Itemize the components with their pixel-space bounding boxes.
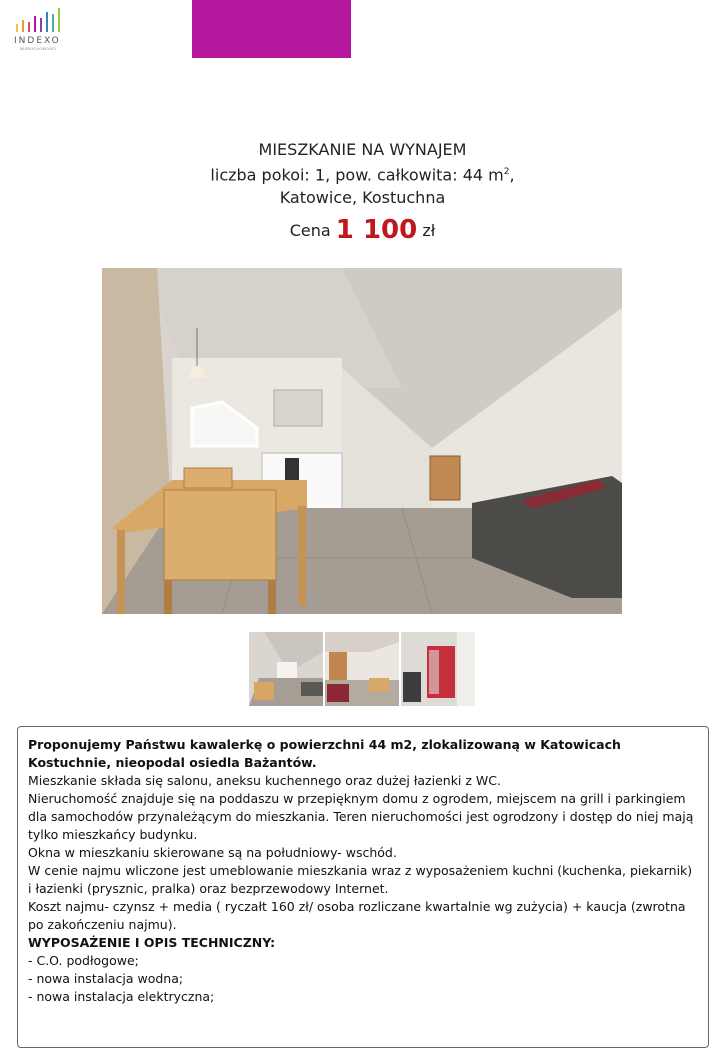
logo-bar (52, 14, 54, 32)
listing-location: Katowice, Kostuchna (279, 188, 446, 208)
equipment-item: - nowa instalacja elektryczna; (28, 989, 215, 1004)
description-paragraph: Nieruchomość znajduje się na poddaszu w przepięknym domu z ogrodem, miejscem na grill i parkingiem dla samochodów przynależącym do mieszkania. Teren nieruchomości jest ogrodzony i dostęp do niej mają tylko mieszkańcy budynku. (28, 791, 694, 842)
description-paragraph: Koszt najmu- czynsz + media ( ryczałt 160 zł/ osoba rozliczane kwartalnie wg zużycia) + kaucja (zwrotna po zakończeniu najmu). (28, 899, 686, 932)
logo-bars-icon (14, 8, 74, 38)
indexo-logo (14, 8, 74, 52)
description-paragraph: Okna w mieszkaniu skierowane są na południowy- wschód. (28, 845, 397, 860)
description-paragraph: Mieszkanie składa się salonu, aneksu kuchennego oraz dużej łazienki z WC. (28, 773, 501, 788)
listing-title: MIESZKANIE NA WYNAJEM (258, 140, 467, 159)
logo-bar (58, 8, 60, 32)
area-unit-superscript: 2 (503, 167, 510, 177)
listing-header (0, 138, 725, 245)
logo-tagline: NIERUCHOMOŚCI (20, 47, 57, 51)
logo-text: INDEXO (14, 36, 61, 46)
description-intro: Proponujemy Państwu kawalerkę o powierzchni 44 m2, zlokalizowaną w Katowicach Kostuchnie, nieopodal osiedla Bażantów. (28, 737, 621, 770)
logo-bar (16, 24, 18, 32)
thumbnail-3[interactable] (401, 632, 475, 706)
logo-bar (40, 18, 42, 32)
room-thumbnail-icon (249, 632, 323, 706)
equipment-item: - nowa instalacja wodna; (28, 971, 184, 986)
logo-bar (28, 22, 30, 32)
apartment-photo-icon (102, 268, 622, 614)
living-room-thumbnail-icon (325, 632, 399, 706)
logo-bar (46, 12, 48, 32)
description-paragraph: W cenie najmu wliczone jest umeblowanie mieszkania wraz z wyposażeniem kuchni (kuchenka, piekarnik) i łazienki (prysznic, pralka) oraz bezprzewodowy Internet. (28, 863, 693, 896)
header-accent-bar (192, 0, 351, 58)
price-currency: zł (422, 221, 436, 241)
thumbnail-2[interactable] (325, 632, 399, 706)
price-value: 1 100 (335, 215, 418, 246)
bathroom-thumbnail-icon (401, 632, 475, 706)
listing-specs: liczba pokoi: 1, pow. całkowita: 44 $m^2$, (210, 165, 515, 185)
price (0, 215, 725, 245)
equipment-item: - C.O. podłogowe; (28, 953, 139, 968)
description-box (17, 726, 709, 1048)
logo-bar (34, 16, 36, 32)
equipment-heading: WYPOSAŻENIE I OPIS TECHNICZNY: (28, 935, 276, 950)
price-label: Cena (289, 221, 331, 241)
thumbnail-1[interactable] (249, 632, 323, 706)
main-apartment-photo[interactable] (102, 268, 622, 614)
logo-bar (22, 20, 24, 32)
